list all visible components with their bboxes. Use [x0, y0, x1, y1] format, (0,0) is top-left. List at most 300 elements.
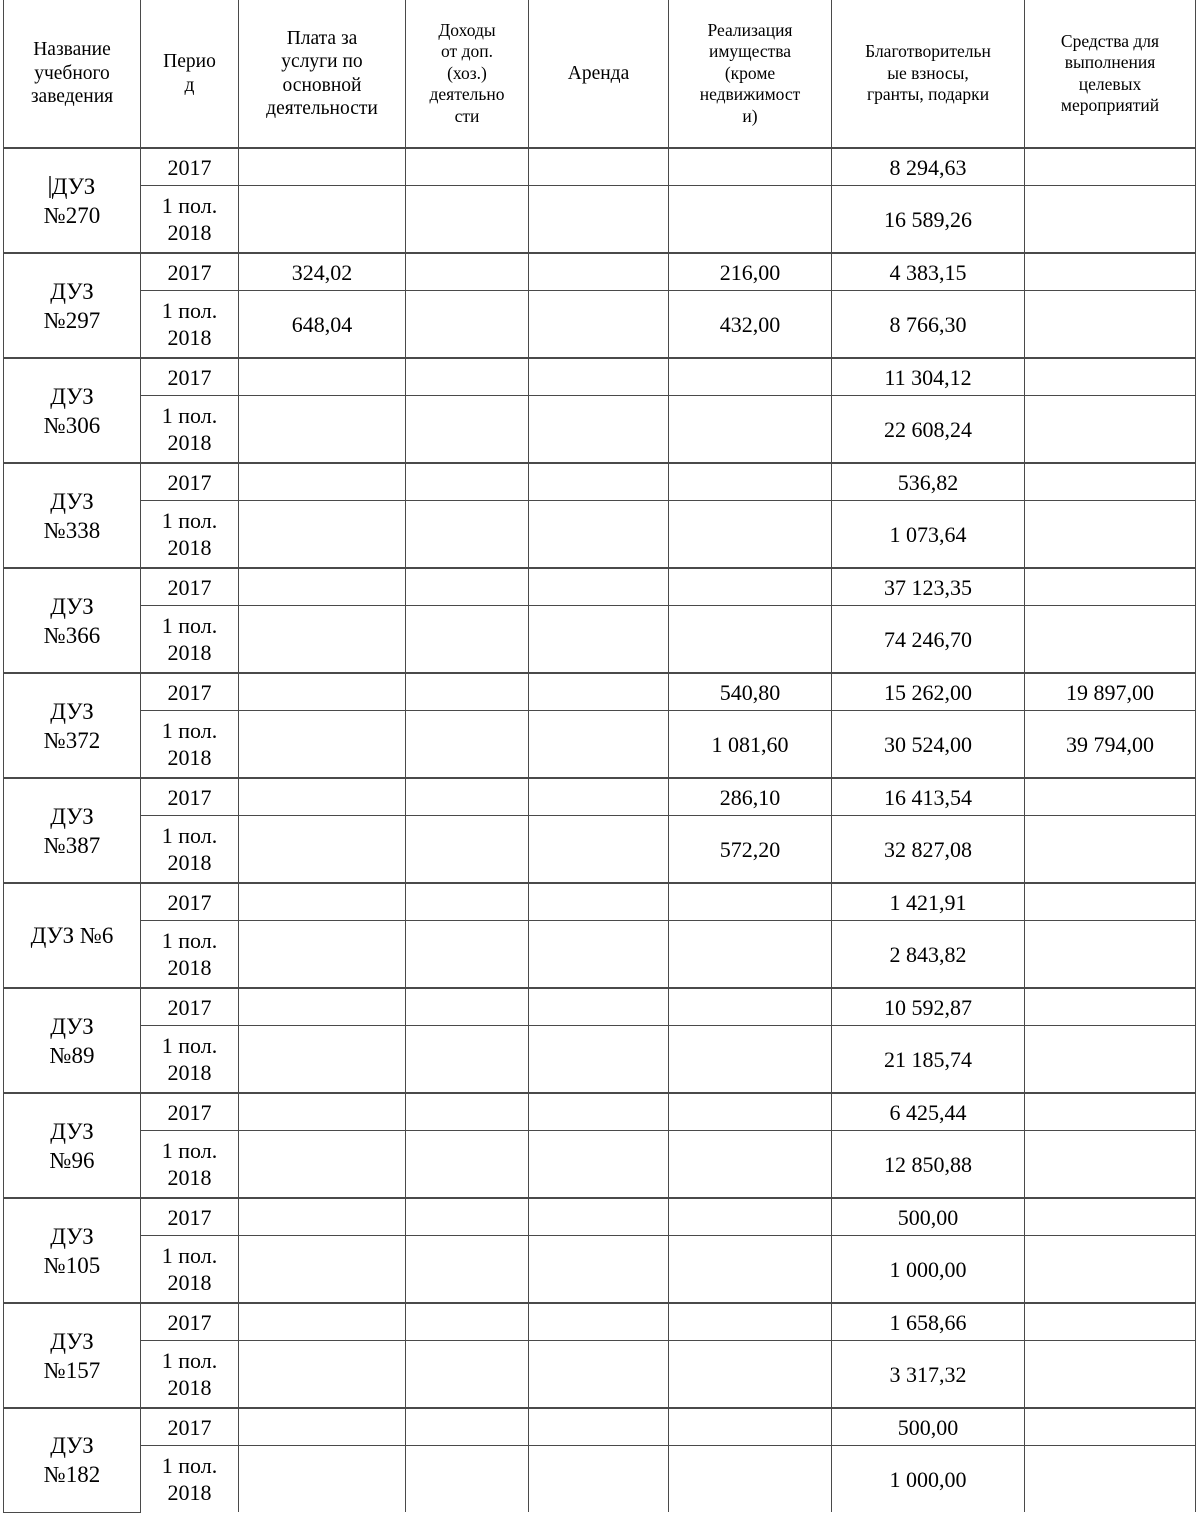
cell-property-sale	[669, 1198, 832, 1236]
cell-property-sale	[669, 1303, 832, 1341]
table-row	[4, 1446, 1196, 1513]
cell-main-services	[239, 1198, 406, 1236]
table-row	[4, 1131, 1196, 1199]
cell-target-funds	[1025, 1341, 1196, 1409]
cell-period	[141, 186, 239, 254]
cell-extra-income	[406, 396, 529, 464]
cell-extra-income	[406, 1408, 529, 1446]
cell-property-sale	[669, 568, 832, 606]
cell-main-services	[239, 1236, 406, 1304]
cell-main-services	[239, 501, 406, 569]
cell-extra-income	[406, 1236, 529, 1304]
cell-institution-name	[4, 1198, 141, 1303]
institution-name-line: №366	[43, 622, 101, 648]
cell-main-services	[239, 463, 406, 501]
institution-name-line: №157	[43, 1357, 101, 1383]
period-line: 1 пол.	[161, 928, 218, 953]
period-line: 1 пол.	[161, 823, 218, 848]
institution-name-line: ДУЗ	[50, 593, 94, 619]
cell-extra-income	[406, 1198, 529, 1236]
column-header-line: ые взносы,	[887, 62, 969, 83]
cell-property-sale	[669, 921, 832, 989]
cell-main-services: 324,02	[239, 253, 406, 291]
cell-target-funds	[1025, 186, 1196, 254]
cell-period	[141, 606, 239, 674]
cell-charity: 536,82	[832, 463, 1025, 501]
cell-extra-income	[406, 778, 529, 816]
cell-main-services	[239, 606, 406, 674]
cell-main-services	[239, 148, 406, 186]
cell-rent	[529, 673, 669, 711]
cell-main-services	[239, 1131, 406, 1199]
cell-charity: 32 827,08	[832, 816, 1025, 884]
cell-extra-income	[406, 568, 529, 606]
cell-period	[141, 1131, 239, 1199]
cell-institution-name	[4, 253, 141, 358]
table-row	[4, 1093, 1196, 1131]
cell-rent	[529, 883, 669, 921]
period-line: 1 пол.	[161, 298, 218, 323]
cell-rent	[529, 358, 669, 396]
cell-institution-name	[4, 1408, 141, 1512]
cell-institution-name	[4, 148, 141, 253]
cell-extra-income	[406, 921, 529, 989]
cell-property-sale: 432,00	[669, 291, 832, 359]
cell-property-sale	[669, 1446, 832, 1513]
cell-main-services	[239, 1408, 406, 1446]
institution-name-line: ДУЗ	[50, 803, 94, 829]
cell-main-services	[239, 673, 406, 711]
cell-charity: 3 317,32	[832, 1341, 1025, 1409]
cell-property-sale: 540,80	[669, 673, 832, 711]
column-header-line: мероприятий	[1060, 95, 1160, 115]
cell-rent	[529, 1093, 669, 1131]
period-line: 1 пол.	[161, 193, 218, 218]
period-line: 2018	[167, 850, 212, 875]
cell-period	[141, 711, 239, 779]
cell-period	[141, 501, 239, 569]
cell-target-funds: 39 794,00	[1025, 711, 1196, 779]
column-header-line: гранты, подарки	[866, 84, 990, 105]
cell-period: 2017	[141, 1408, 239, 1446]
cell-target-funds	[1025, 396, 1196, 464]
cell-charity: 16 589,26	[832, 186, 1025, 254]
table-row	[4, 673, 1196, 711]
table-row	[4, 778, 1196, 816]
cell-rent	[529, 1131, 669, 1199]
cell-target-funds	[1025, 1236, 1196, 1304]
cell-rent	[529, 568, 669, 606]
column-header-line: (кроме	[724, 62, 776, 83]
period-line: 2018	[167, 325, 212, 350]
cell-institution-name	[4, 358, 141, 463]
table-row	[4, 291, 1196, 359]
cell-charity: 1 421,91	[832, 883, 1025, 921]
cell-target-funds	[1025, 568, 1196, 606]
column-header-line: учебного	[34, 62, 110, 84]
cell-period: 2017	[141, 1303, 239, 1341]
institution-name-line: ДУЗ	[50, 698, 94, 724]
cell-rent	[529, 1236, 669, 1304]
cell-extra-income	[406, 1341, 529, 1409]
table-row	[4, 358, 1196, 396]
cell-rent	[529, 988, 669, 1026]
cell-property-sale	[669, 606, 832, 674]
period-line: 1 пол.	[161, 718, 218, 743]
column-header-main-services	[239, 0, 406, 148]
cell-main-services	[239, 396, 406, 464]
institution-name-line: ДУЗ №6	[30, 923, 114, 948]
institution-name-line: №182	[43, 1462, 101, 1488]
cell-period: 2017	[141, 568, 239, 606]
institution-name-line: №105	[43, 1252, 101, 1278]
cell-main-services	[239, 1303, 406, 1341]
table-row	[4, 816, 1196, 884]
table-row	[4, 883, 1196, 921]
cell-period: 2017	[141, 463, 239, 501]
period-line: 1 пол.	[161, 1138, 218, 1163]
institution-name-line: №306	[43, 412, 101, 438]
cell-property-sale	[669, 1093, 832, 1131]
cell-charity: 8 294,63	[832, 148, 1025, 186]
cell-charity: 1 000,00	[832, 1236, 1025, 1304]
table-row	[4, 1341, 1196, 1409]
table-row	[4, 1303, 1196, 1341]
cell-property-sale	[669, 463, 832, 501]
cell-rent	[529, 148, 669, 186]
column-header-line: деятельности	[266, 98, 378, 119]
table-row	[4, 711, 1196, 779]
cell-period	[141, 1236, 239, 1304]
institution-name-line: ДУЗ	[50, 1328, 94, 1354]
cell-charity: 22 608,24	[832, 396, 1025, 464]
cell-extra-income	[406, 253, 529, 291]
column-header-line: и)	[742, 105, 758, 126]
institution-name-line: ДУЗ	[50, 1433, 94, 1459]
cell-institution-name	[4, 988, 141, 1093]
cell-charity: 30 524,00	[832, 711, 1025, 779]
cell-period	[141, 1026, 239, 1094]
cell-charity: 1 073,64	[832, 501, 1025, 569]
period-line: 2018	[167, 1165, 212, 1190]
cell-rent	[529, 501, 669, 569]
cell-period: 2017	[141, 253, 239, 291]
text-caret-icon	[49, 176, 51, 198]
cell-rent	[529, 921, 669, 989]
cell-target-funds: 19 897,00	[1025, 673, 1196, 711]
period-line: 1 пол.	[161, 403, 218, 428]
period-line: 2018	[167, 430, 212, 455]
cell-institution-name	[4, 568, 141, 673]
column-header-line: Доходы	[438, 19, 496, 40]
institution-name-line: ДУЗ	[50, 1118, 94, 1144]
cell-target-funds	[1025, 463, 1196, 501]
institution-name-line: ДУЗ	[50, 278, 94, 304]
cell-main-services	[239, 1341, 406, 1409]
cell-period: 2017	[141, 883, 239, 921]
column-header-line: недвижимост	[699, 84, 801, 105]
cell-target-funds	[1025, 1303, 1196, 1341]
table-header	[4, 0, 1196, 148]
table-row	[4, 1198, 1196, 1236]
cell-charity: 11 304,12	[832, 358, 1025, 396]
cell-institution-name	[4, 1303, 141, 1408]
period-line: 1 пол.	[161, 1453, 218, 1478]
cell-property-sale	[669, 1236, 832, 1304]
column-header-period	[141, 0, 239, 148]
cell-property-sale: 286,10	[669, 778, 832, 816]
column-header-line: деятельно	[429, 84, 505, 105]
period-line: 1 пол.	[161, 1243, 218, 1268]
period-line: 1 пол.	[161, 508, 218, 533]
period-line: 1 пол.	[161, 1033, 218, 1058]
cell-charity: 21 185,74	[832, 1026, 1025, 1094]
cell-main-services	[239, 1026, 406, 1094]
cell-property-sale	[669, 1408, 832, 1446]
cell-charity: 10 592,87	[832, 988, 1025, 1026]
cell-extra-income	[406, 606, 529, 674]
column-header-rent	[529, 0, 669, 148]
cell-period: 2017	[141, 1093, 239, 1131]
cell-property-sale: 216,00	[669, 253, 832, 291]
institution-name-line: №387	[43, 832, 101, 858]
table-body	[4, 148, 1196, 1512]
cell-extra-income	[406, 883, 529, 921]
cell-extra-income	[406, 1131, 529, 1199]
table-row	[4, 568, 1196, 606]
cell-extra-income	[406, 1093, 529, 1131]
cell-period: 2017	[141, 778, 239, 816]
cell-charity: 2 843,82	[832, 921, 1025, 989]
table-row	[4, 253, 1196, 291]
institution-name-line: ДУЗ	[50, 1013, 94, 1039]
table-row	[4, 1236, 1196, 1304]
cell-target-funds	[1025, 358, 1196, 396]
column-header-line: услуги по	[281, 51, 363, 72]
period-line: 2018	[167, 1060, 212, 1085]
cell-institution-name	[4, 778, 141, 883]
cell-charity: 1 658,66	[832, 1303, 1025, 1341]
cell-target-funds	[1025, 1026, 1196, 1094]
table-row	[4, 186, 1196, 254]
column-header-line: д	[184, 74, 195, 96]
cell-rent	[529, 778, 669, 816]
cell-rent	[529, 186, 669, 254]
column-header-line: целевых	[1078, 73, 1142, 94]
cell-target-funds	[1025, 1408, 1196, 1446]
institution-name-line: №297	[43, 307, 101, 333]
period-line: 2018	[167, 220, 212, 245]
column-header-name	[4, 0, 141, 148]
cell-rent	[529, 816, 669, 884]
column-header-line: заведения	[30, 86, 114, 108]
column-header-line: Благотворительн	[865, 41, 991, 62]
period-line: 2018	[167, 745, 212, 770]
cell-target-funds	[1025, 816, 1196, 884]
cell-extra-income	[406, 816, 529, 884]
cell-extra-income	[406, 988, 529, 1026]
period-line: 1 пол.	[161, 613, 218, 638]
cell-period: 2017	[141, 988, 239, 1026]
column-header-line: Перио	[163, 51, 216, 72]
cell-charity: 37 123,35	[832, 568, 1025, 606]
institution-name-line: ДУЗ	[50, 488, 94, 514]
cell-period: 2017	[141, 148, 239, 186]
institution-name-line: №338	[43, 517, 101, 543]
cell-main-services: 648,04	[239, 291, 406, 359]
cell-charity: 500,00	[832, 1198, 1025, 1236]
cell-target-funds	[1025, 1131, 1196, 1199]
table-row	[4, 1026, 1196, 1094]
cell-target-funds	[1025, 1446, 1196, 1513]
cell-main-services	[239, 568, 406, 606]
cell-rent	[529, 711, 669, 779]
institution-name-line: №372	[43, 727, 101, 753]
cell-extra-income	[406, 1026, 529, 1094]
period-line: 2018	[167, 1480, 212, 1505]
cell-target-funds	[1025, 921, 1196, 989]
cell-target-funds	[1025, 291, 1196, 359]
cell-charity: 15 262,00	[832, 673, 1025, 711]
column-header-line: Аренда	[567, 62, 630, 84]
cell-property-sale	[669, 988, 832, 1026]
cell-target-funds	[1025, 253, 1196, 291]
column-header-line: Средства для	[1060, 30, 1160, 51]
column-header-target-funds	[1025, 0, 1196, 148]
table-row	[4, 501, 1196, 569]
column-header-line: Название	[33, 39, 111, 61]
cell-extra-income	[406, 1446, 529, 1513]
cell-extra-income	[406, 711, 529, 779]
cell-institution-name	[4, 463, 141, 568]
cell-rent	[529, 606, 669, 674]
cell-target-funds	[1025, 148, 1196, 186]
period-line: 1 пол.	[161, 1348, 218, 1373]
institution-name-line: ДУЗ	[51, 173, 96, 199]
cell-main-services	[239, 711, 406, 779]
cell-period: 2017	[141, 673, 239, 711]
table-row	[4, 921, 1196, 989]
institution-name-line: №96	[49, 1147, 95, 1173]
cell-period	[141, 816, 239, 884]
cell-charity: 16 413,54	[832, 778, 1025, 816]
cell-main-services	[239, 186, 406, 254]
cell-rent	[529, 291, 669, 359]
cell-property-sale	[669, 883, 832, 921]
cell-charity: 500,00	[832, 1408, 1025, 1446]
cell-target-funds	[1025, 883, 1196, 921]
institution-name-line: ДУЗ	[50, 1223, 94, 1249]
financial-table	[3, 0, 1196, 1513]
period-line: 2018	[167, 640, 212, 665]
period-line: 2018	[167, 535, 212, 560]
table-header-row	[4, 0, 1196, 148]
cell-property-sale	[669, 1131, 832, 1199]
cell-main-services	[239, 988, 406, 1026]
cell-charity: 4 383,15	[832, 253, 1025, 291]
table-row	[4, 396, 1196, 464]
cell-main-services	[239, 1093, 406, 1131]
cell-rent	[529, 1303, 669, 1341]
cell-extra-income	[406, 463, 529, 501]
column-header-extra-income	[406, 0, 529, 148]
table-row	[4, 606, 1196, 674]
column-header-line: (хоз.)	[447, 62, 487, 83]
cell-target-funds	[1025, 501, 1196, 569]
column-header-line: Реализация	[707, 19, 793, 40]
institution-name-line: ДУЗ	[50, 383, 94, 409]
cell-main-services	[239, 1446, 406, 1513]
institution-name-line: №270	[43, 202, 101, 228]
cell-period	[141, 396, 239, 464]
cell-property-sale	[669, 396, 832, 464]
cell-property-sale: 1 081,60	[669, 711, 832, 779]
cell-property-sale	[669, 148, 832, 186]
column-header-line: сти	[454, 105, 480, 126]
cell-property-sale	[669, 1026, 832, 1094]
period-line: 2018	[167, 1375, 212, 1400]
column-header-line: от доп.	[441, 41, 493, 62]
period-line: 2018	[167, 1270, 212, 1295]
cell-rent	[529, 1446, 669, 1513]
cell-main-services	[239, 883, 406, 921]
cell-target-funds	[1025, 606, 1196, 674]
cell-period	[141, 1446, 239, 1513]
cell-period: 2017	[141, 358, 239, 396]
cell-extra-income	[406, 358, 529, 396]
cell-institution-name	[4, 883, 141, 988]
institution-name-line: №89	[49, 1042, 95, 1068]
cell-charity: 1 000,00	[832, 1446, 1025, 1513]
period-line: 2018	[167, 955, 212, 980]
cell-extra-income	[406, 501, 529, 569]
cell-period: 2017	[141, 1198, 239, 1236]
cell-charity: 74 246,70	[832, 606, 1025, 674]
cell-extra-income	[406, 148, 529, 186]
column-header-line: имущества	[708, 41, 792, 62]
cell-rent	[529, 1341, 669, 1409]
cell-extra-income	[406, 1303, 529, 1341]
cell-main-services	[239, 778, 406, 816]
cell-rent	[529, 1026, 669, 1094]
cell-charity: 8 766,30	[832, 291, 1025, 359]
cell-extra-income	[406, 291, 529, 359]
cell-property-sale	[669, 186, 832, 254]
cell-institution-name	[4, 673, 141, 778]
cell-property-sale	[669, 501, 832, 569]
cell-main-services	[239, 358, 406, 396]
column-header-charity	[832, 0, 1025, 148]
cell-property-sale	[669, 358, 832, 396]
cell-property-sale: 572,20	[669, 816, 832, 884]
cell-target-funds	[1025, 988, 1196, 1026]
cell-charity: 12 850,88	[832, 1131, 1025, 1199]
cell-period	[141, 921, 239, 989]
cell-charity: 6 425,44	[832, 1093, 1025, 1131]
cell-extra-income	[406, 186, 529, 254]
column-header-line: основной	[282, 74, 362, 96]
cell-rent	[529, 463, 669, 501]
table-row	[4, 148, 1196, 186]
column-header-line: выполнения	[1064, 52, 1156, 72]
cell-period	[141, 291, 239, 359]
cell-period	[141, 1341, 239, 1409]
cell-target-funds	[1025, 1093, 1196, 1131]
cell-extra-income	[406, 673, 529, 711]
table-row	[4, 1408, 1196, 1446]
column-header-property-sale	[669, 0, 832, 148]
cell-rent	[529, 396, 669, 464]
